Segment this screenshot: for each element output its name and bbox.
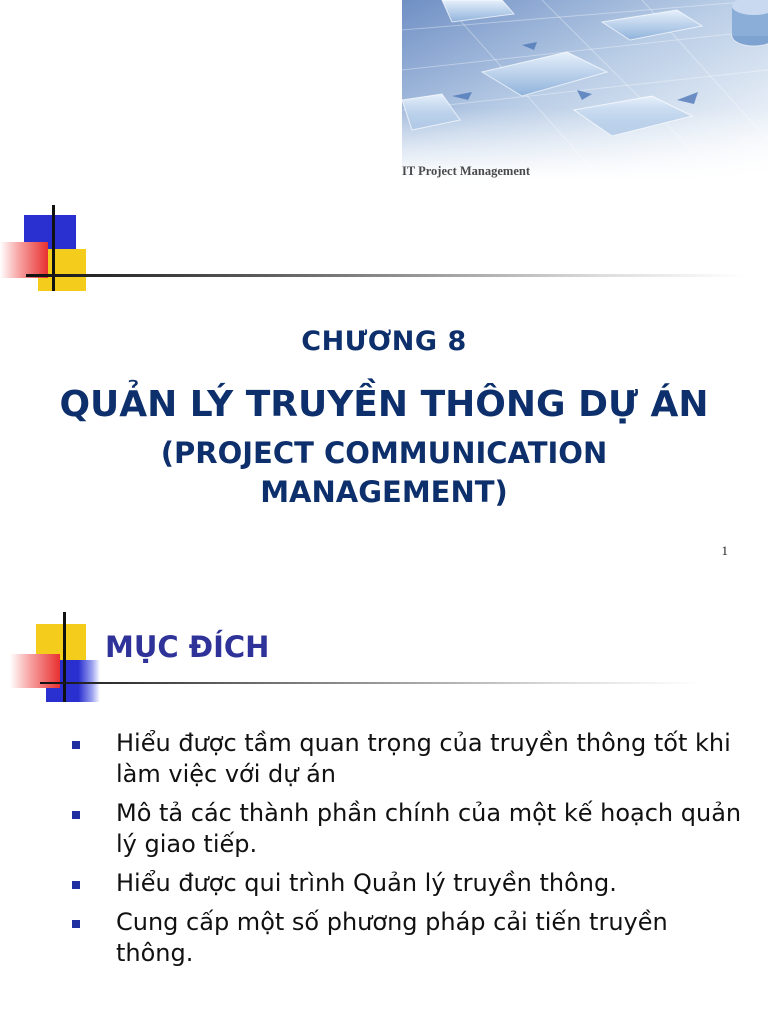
section-title: MỤC ĐÍCH <box>105 630 270 664</box>
list-item-text: Hiểu được tầm quan trọng của truyền thông tốt khi làm việc với dự án <box>116 729 731 788</box>
list-item <box>72 868 752 899</box>
list-item <box>72 728 752 790</box>
decorative-squares-logo <box>0 612 110 702</box>
objectives-slide <box>0 568 768 1024</box>
decorative-squares-logo <box>0 205 110 295</box>
list-item-text: Cung cấp một số phương pháp cải tiến truyền thông. <box>116 908 668 967</box>
chapter-label: CHƯƠNG 8 <box>301 326 467 357</box>
objectives-list <box>72 728 752 977</box>
header-divider <box>26 274 746 277</box>
list-item-text: Mô tả các thành phần chính của một kế hoạch quản lý giao tiếp. <box>116 799 742 858</box>
list-item-text: Hiểu được qui trình Quản lý truyền thông. <box>116 869 617 897</box>
vertical-rule <box>52 205 55 291</box>
flowchart-header-image <box>402 0 768 180</box>
page-number: 1 <box>721 543 728 558</box>
square-bullet-icon <box>72 920 80 928</box>
header-caption: IT Project Management <box>402 164 530 178</box>
square-bullet-icon <box>72 741 80 749</box>
vertical-rule <box>63 612 66 702</box>
list-item <box>72 907 752 969</box>
list-item <box>72 798 752 860</box>
slide-subtitle: (PROJECT COMMUNICATION MANAGEMENT) <box>160 436 608 509</box>
square-bullet-icon <box>72 811 80 819</box>
square-bullet-icon <box>72 881 80 889</box>
slide-title: QUẢN LÝ TRUYỀN THÔNG DỰ ÁN <box>59 384 709 425</box>
section-divider <box>40 682 700 684</box>
red-square <box>0 242 48 278</box>
